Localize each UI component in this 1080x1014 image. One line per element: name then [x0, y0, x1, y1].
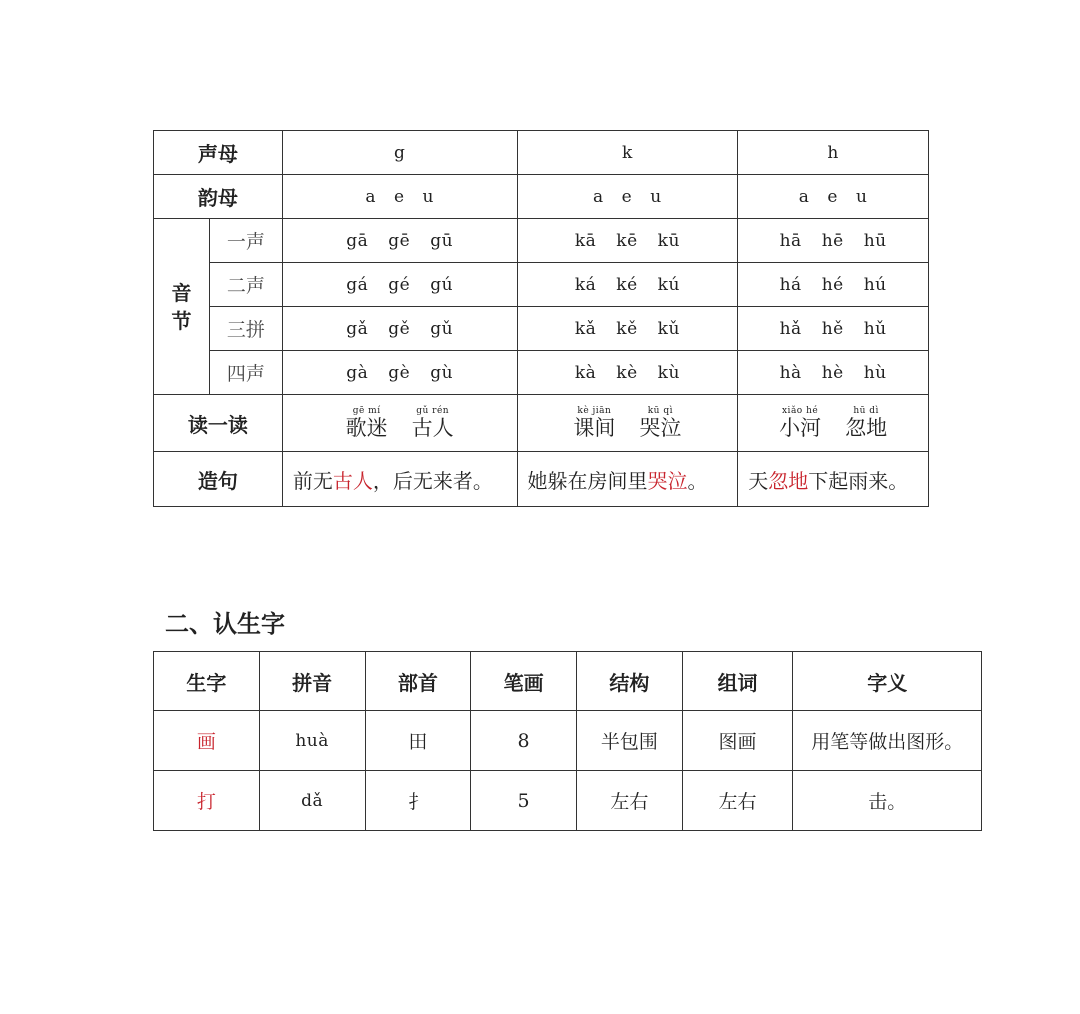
- ruby-word: gē mí 歌迷: [345, 406, 388, 440]
- vowels-k: a e u: [517, 175, 738, 219]
- vowels-h: a e u: [738, 175, 929, 219]
- initial-h: h: [738, 131, 929, 175]
- new-characters-table: [153, 651, 982, 831]
- syllables-h-4: hà hè hù: [738, 351, 929, 395]
- ruby-word: kè jiān 课间: [573, 406, 616, 440]
- sentence-h: 天忽地下起雨来。: [738, 452, 929, 507]
- cell-meaning: 用笔等做出图形。: [793, 711, 982, 771]
- read-g: [282, 395, 517, 452]
- syllables-k-3: kǎ kě kǔ: [517, 307, 738, 351]
- ruby-word: kū qì 哭泣: [639, 406, 682, 440]
- header-jiegou: 结构: [576, 652, 682, 711]
- cell-meaning: 击。: [793, 771, 982, 831]
- ruby-word: xiǎo hé 小河: [779, 406, 822, 440]
- tone-label-2: 二声: [209, 263, 282, 307]
- cell-word: 图画: [682, 711, 793, 771]
- syllables-g-1: gā gē gū: [282, 219, 517, 263]
- cell-word: 左右: [682, 771, 793, 831]
- header-bushou: 部首: [365, 652, 471, 711]
- yinjie-label: 音 节: [154, 219, 210, 395]
- initial-k: k: [517, 131, 738, 175]
- yunmu-label: 韵母: [154, 175, 283, 219]
- syllables-k-1: kā kē kū: [517, 219, 738, 263]
- syllables-h-3: hǎ hě hǔ: [738, 307, 929, 351]
- syllables-k-4: kà kè kù: [517, 351, 738, 395]
- cell-char: 打: [154, 771, 260, 831]
- pinyin-table: [153, 130, 929, 507]
- ruby-word: gǔ rén 古人: [411, 406, 454, 440]
- sentence-g: 前无古人，后无来者。: [282, 452, 517, 507]
- cell-char: 画: [154, 711, 260, 771]
- syllables-g-4: gà gè gù: [282, 351, 517, 395]
- tone-label-1: 一声: [209, 219, 282, 263]
- zaoju-label: 造句: [154, 452, 283, 507]
- cell-structure: 左右: [576, 771, 682, 831]
- syllables-h-1: hā hē hū: [738, 219, 929, 263]
- sentence-k: 她躲在房间里哭泣。: [517, 452, 738, 507]
- vowels-g: a e u: [282, 175, 517, 219]
- cell-radical: 扌: [365, 771, 471, 831]
- cell-strokes: 8: [471, 711, 577, 771]
- cell-pinyin: dǎ: [259, 771, 365, 831]
- tone-label-4: 四声: [209, 351, 282, 395]
- cell-structure: 半包围: [576, 711, 682, 771]
- syllables-h-2: há hé hú: [738, 263, 929, 307]
- table-row: [154, 711, 982, 771]
- shengmu-label: 声母: [154, 131, 283, 175]
- syllables-k-2: ká ké kú: [517, 263, 738, 307]
- initial-g: g: [282, 131, 517, 175]
- header-ziyi: 字义: [793, 652, 982, 711]
- syllables-g-2: gá gé gú: [282, 263, 517, 307]
- header-zuci: 组词: [682, 652, 793, 711]
- read-h: [738, 395, 929, 452]
- cell-radical: 田: [365, 711, 471, 771]
- syllables-g-3: gǎ gě gǔ: [282, 307, 517, 351]
- ruby-word: hū dì 忽地: [845, 406, 888, 440]
- table-row: [154, 771, 982, 831]
- duyidu-label: 读一读: [154, 395, 283, 452]
- header-pinyin: 拼音: [259, 652, 365, 711]
- header-shengzi: 生字: [154, 652, 260, 711]
- tone-label-3: 三拼: [209, 307, 282, 351]
- header-bihua: 笔画: [471, 652, 577, 711]
- read-k: [517, 395, 738, 452]
- cell-strokes: 5: [471, 771, 577, 831]
- cell-pinyin: huà: [259, 711, 365, 771]
- section-heading: 二、认生字: [165, 610, 285, 638]
